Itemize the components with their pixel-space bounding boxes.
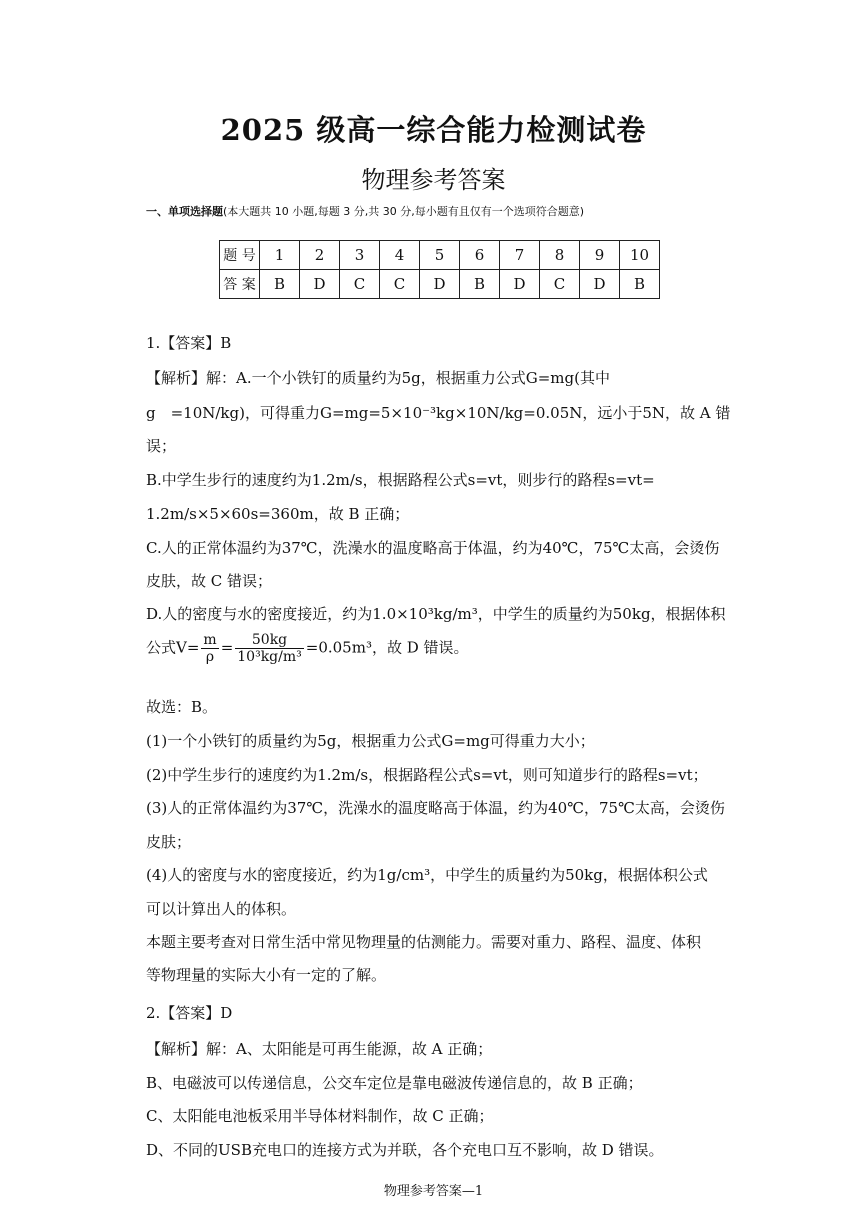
formula-prefix: 公式V= (146, 638, 200, 657)
q1-line: (2)中学生步行的速度约为1.2m/s，根据路程公式s=vt，则可知道步行的路程s=vt； (146, 766, 708, 784)
answer-cell: D (500, 270, 540, 299)
q1-line: 皮肤，故 C 错误； (146, 572, 273, 590)
q1-line: 皮肤； (146, 833, 192, 851)
answer-cell: B (460, 270, 500, 299)
section-note: (本大题共 10 小题,每题 3 分,共 30 分,每小题有且仅有一个选项符合题意) (223, 205, 585, 218)
q2-line: 【解析】解：A、太阳能是可再生能源，故 A 正确； (146, 1040, 493, 1058)
q1-line: (1)一个小铁钉的质量约为5g，根据重力公式G=mg可得重力大小； (146, 732, 595, 750)
row-label-answer: 答 案 (220, 270, 260, 299)
q1-line: B.中学生步行的速度约为1.2m/s，根据路程公式s=vt，则步行的路程s=vt= (146, 471, 655, 489)
q1-formula-line (146, 632, 469, 665)
q1-line: g =10N/kg)，可得重力G=mg=5×10⁻³kg×10N/kg=0.05N，远小于5N，故 A 错 (146, 404, 731, 422)
fraction-denominator: ρ (205, 649, 215, 665)
q1-line: 等物理量的实际大小有一定的了解。 (146, 966, 387, 984)
fraction-m-over-rho (201, 632, 218, 665)
q1-line: 故选：B。 (146, 698, 218, 716)
fraction-mass-over-density (235, 632, 303, 665)
q1-line: (4)人的密度与水的密度接近，约为1g/cm³，中学生的质量约为50kg，根据体积公式 (146, 866, 708, 884)
q1-answer-heading: 1.【答案】B (146, 334, 232, 352)
answer-cell: C (540, 270, 580, 299)
question-number: 7 (500, 241, 540, 270)
exam-subtitle: 物理参考答案 (361, 166, 506, 194)
exam-title: 2025 级高一综合能力检测试卷 (220, 113, 647, 147)
fraction-numerator: m (203, 632, 217, 648)
q1-line: C.人的正常体温约为37℃，洗澡水的温度略高于体温，约为40℃，75℃太高，会烫伤 (146, 539, 720, 557)
q2-line: B、电磁波可以传递信息，公交车定位是靠电磁波传递信息的，故 B 正确； (146, 1074, 643, 1092)
q1-line: (3)人的正常体温约为37℃，洗澡水的温度略高于体温，约为40℃，75℃太高，会烫伤 (146, 799, 725, 817)
q2-line: C、太阳能电池板采用半导体材料制作，故 C 正确； (146, 1107, 494, 1125)
answer-cell: B (260, 270, 300, 299)
question-number: 9 (580, 241, 620, 270)
question-number: 5 (420, 241, 460, 270)
question-number: 6 (460, 241, 500, 270)
answer-cell: C (380, 270, 420, 299)
row-label-number: 题 号 (220, 241, 260, 270)
question-number: 4 (380, 241, 420, 270)
q1-line: 可以计算出人的体积。 (146, 900, 297, 918)
answer-table-answer-row (220, 270, 660, 299)
answer-cell: D (580, 270, 620, 299)
answer-cell: C (340, 270, 380, 299)
answer-cell: D (420, 270, 460, 299)
q1-line: 【解析】解：A.一个小铁钉的质量约为5g，根据重力公式G=mg(其中 (146, 369, 610, 387)
q2-answer-heading: 2.【答案】D (146, 1004, 233, 1022)
q1-line: 1.2m/s×5×60s=360m，故 B 正确； (146, 505, 410, 523)
answer-cell: D (300, 270, 340, 299)
question-number: 10 (620, 241, 660, 270)
question-number: 1 (260, 241, 300, 270)
q1-line: D.人的密度与水的密度接近，约为1.0×10³kg/m³，中学生的质量约为50kg，根据体积 (146, 605, 726, 623)
q1-line: 本题主要考查对日常生活中常见物理量的估测能力。需要对重力、路程、温度、体积 (146, 933, 702, 951)
answer-table (219, 240, 660, 299)
fraction-denominator: 10³kg/m³ (237, 649, 302, 665)
question-number: 2 (300, 241, 340, 270)
q1-line: 误； (146, 437, 177, 455)
answer-table-number-row (220, 241, 660, 270)
q2-line: D、不同的USB充电口的连接方式为并联，各个充电口互不影响，故 D 错误。 (146, 1141, 664, 1159)
fraction-numerator: 50kg (235, 632, 303, 649)
question-number: 8 (540, 241, 580, 270)
formula-result: =0.05m³，故 D 错误。 (305, 638, 469, 657)
equals-sign: = (220, 638, 234, 657)
section-heading (146, 203, 584, 219)
answer-cell: B (620, 270, 660, 299)
question-number: 3 (340, 241, 380, 270)
page-footer: 物理参考答案—1 (383, 1184, 484, 1199)
section-label: 一、单项选择题 (146, 205, 223, 218)
